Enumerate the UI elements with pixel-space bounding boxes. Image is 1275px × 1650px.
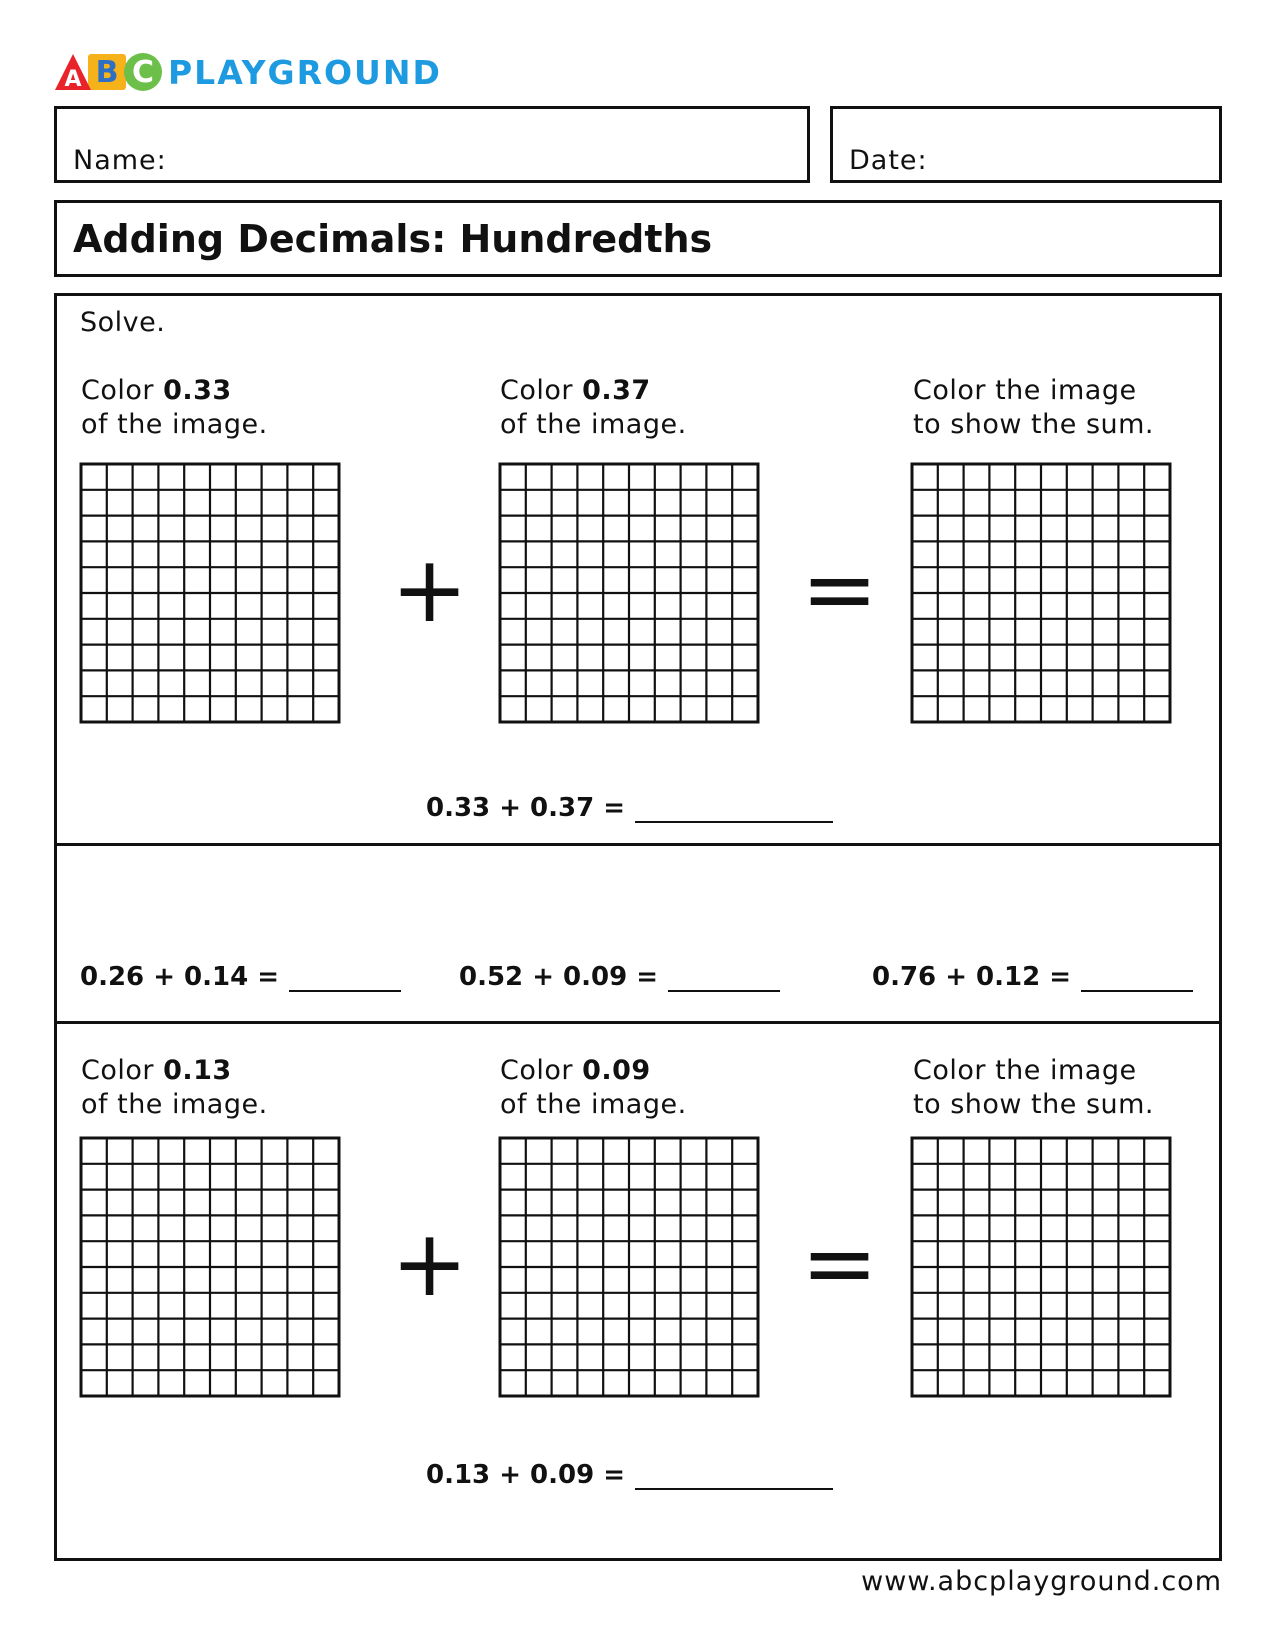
- p2-grid-b[interactable]: [498, 1136, 760, 1398]
- p2-sum-instruction: Color the image to show the sum.: [913, 1055, 1155, 1120]
- p1-addend-b-instruction: Color 0.37 of the image.: [500, 375, 687, 440]
- p2-equals-sign: =: [801, 1210, 879, 1317]
- svg-text:A: A: [64, 67, 82, 91]
- answer-blank-3[interactable]: [1081, 964, 1193, 992]
- date-label: Date:: [849, 145, 928, 176]
- answer-blank-2[interactable]: [668, 964, 780, 992]
- name-field[interactable]: [54, 106, 810, 183]
- answer-blank-1[interactable]: [289, 964, 401, 992]
- p2-grid-a[interactable]: [79, 1136, 341, 1398]
- p1-grid-a[interactable]: [79, 462, 341, 724]
- p1-sum-instruction: Color the image to show the sum.: [913, 375, 1155, 440]
- p2-answer-blank[interactable]: [635, 1462, 833, 1490]
- equation-1: 0.26 + 0.14 =: [80, 962, 280, 992]
- logo-letter-c: C: [124, 53, 162, 91]
- p2-equation-row: [426, 1460, 833, 1490]
- p2-addend-a-value: 0.13: [163, 1055, 232, 1086]
- section-divider-2: [54, 1021, 1222, 1024]
- logo-letter-b: B: [88, 54, 126, 90]
- title-box: [54, 200, 1222, 277]
- p1-plus-sign: +: [391, 536, 469, 643]
- logo-wordmark: PLAYGROUND: [168, 52, 442, 92]
- p1-equation-row: [426, 793, 833, 823]
- instructions: Solve.: [80, 307, 166, 338]
- section-divider-1: [54, 843, 1222, 846]
- p1-addend-a-value: 0.33: [163, 375, 232, 406]
- worksheet-title: Adding Decimals: Hundredths: [73, 217, 713, 261]
- equation-row-1: [80, 962, 401, 992]
- p2-addend-b-instruction: Color 0.09 of the image.: [500, 1055, 687, 1120]
- p1-equation: 0.33 + 0.37 =: [426, 793, 626, 823]
- p2-addend-b-value: 0.09: [582, 1055, 651, 1086]
- p2-plus-sign: +: [391, 1210, 469, 1317]
- footer-url: www.abcplayground.com: [861, 1566, 1222, 1597]
- logo-letter-a: [54, 53, 92, 91]
- p1-grid-b[interactable]: [498, 462, 760, 724]
- p1-grid-sum[interactable]: [910, 462, 1172, 724]
- equation-row-2: [459, 962, 780, 992]
- p2-addend-a-instruction: Color 0.13 of the image.: [81, 1055, 268, 1120]
- equation-2: 0.52 + 0.09 =: [459, 962, 659, 992]
- equation-3: 0.76 + 0.12 =: [872, 962, 1072, 992]
- p2-grid-sum[interactable]: [910, 1136, 1172, 1398]
- p1-answer-blank[interactable]: [635, 795, 833, 823]
- p1-addend-a-instruction: Color 0.33 of the image.: [81, 375, 268, 440]
- name-label: Name:: [73, 145, 167, 176]
- equation-row-3: [872, 962, 1193, 992]
- p2-equation: 0.13 + 0.09 =: [426, 1460, 626, 1490]
- p1-addend-b-value: 0.37: [582, 375, 651, 406]
- p1-equals-sign: =: [801, 536, 879, 643]
- date-field[interactable]: [830, 106, 1222, 183]
- abc-playground-logo: [54, 52, 442, 92]
